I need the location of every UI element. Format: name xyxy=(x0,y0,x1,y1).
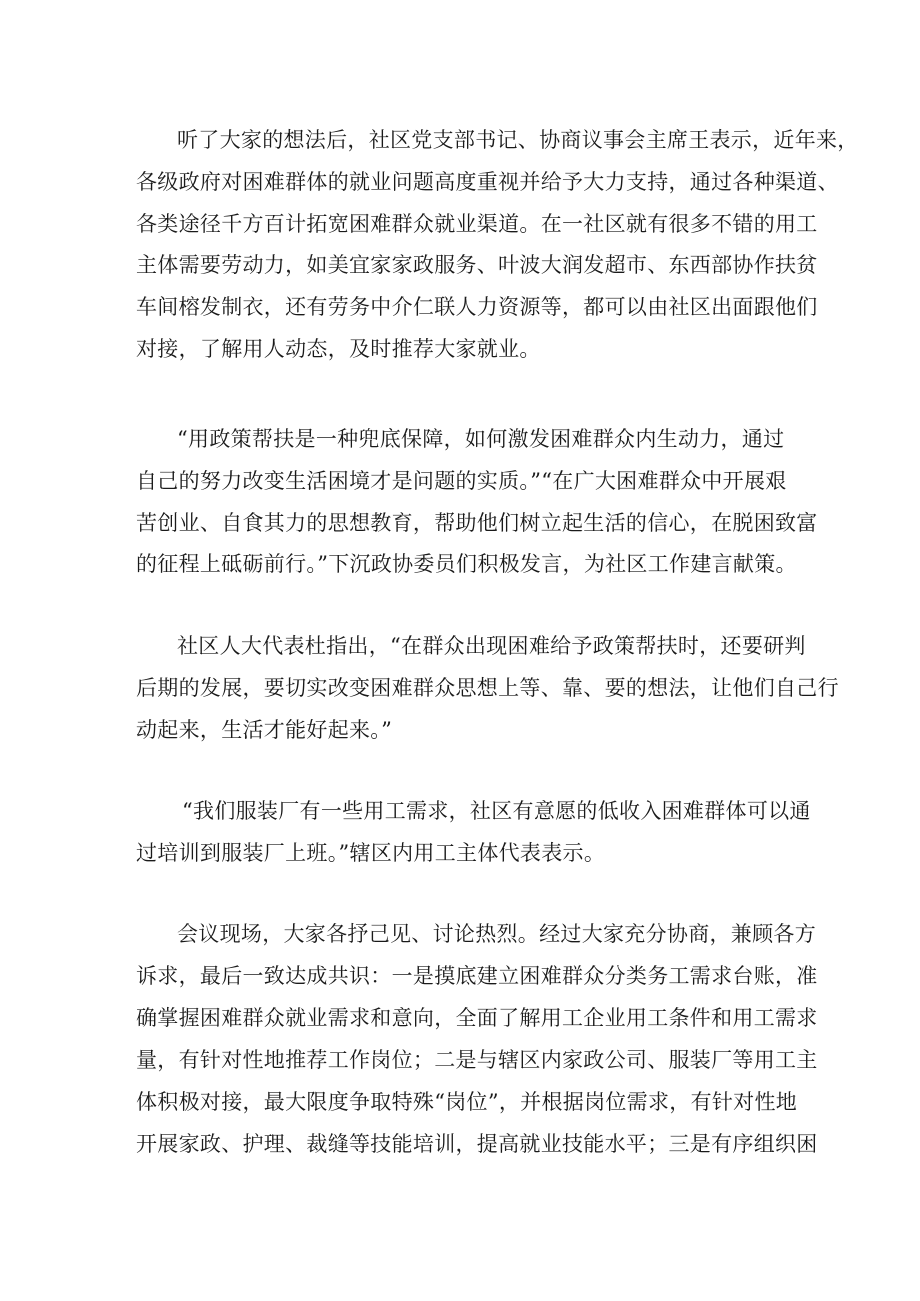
paragraph-line: 对接，了解用人动态，及时推荐大家就业。 xyxy=(136,337,541,361)
paragraph-line: 开展家政、护理、裁缝等技能培训，提高就业技能水平；三是有序组织困 xyxy=(136,1132,818,1156)
paragraph-line: “用政策帮扶是一种兜底保障，如何激发困难群众内生动力，通过 xyxy=(177,427,785,451)
paragraph-line: 苦创业、自食其力的思想教育，帮助他们树立起生活的信心，在脱困致富 xyxy=(136,511,818,535)
paragraph-line: 自己的努力改变生活困境才是问题的实质。”“在广大困难群众中开展艰 xyxy=(136,469,787,493)
paragraph-line: “我们服装厂有一些用工需求，社区有意愿的低收入困难群体可以通 xyxy=(182,799,811,823)
paragraph-line: 确掌握困难群众就业需求和意向，全面了解用工企业用工条件和用工需求 xyxy=(136,1006,818,1030)
paragraph-line: 的征程上砥砺前行。”下沉政协委员们积极发言，为社区工作建言献策。 xyxy=(136,552,797,576)
paragraph-line: 体积极对接，最大限度争取特殊“岗位”，并根据岗位需求，有针对性地 xyxy=(136,1090,798,1114)
paragraph-line: 量，有针对性地推荐工作岗位；二是与辖区内家政公司、服装厂等用工主 xyxy=(136,1048,818,1072)
paragraph-line: 各类途径千方百计拓宽困难群众就业渠道。在一社区就有很多不错的用工 xyxy=(136,212,818,236)
paragraph-line: 会议现场，大家各抒己见、讨论热烈。经过大家充分协商，兼顾各方 xyxy=(177,922,816,946)
paragraph-line: 社区人大代表杜指出，“在群众出现困难给予政策帮扶时，还要研判 xyxy=(177,634,806,658)
paragraph-line: 主体需要劳动力，如美宜家家政服务、叶波大润发超市、东西部协作扶贫 xyxy=(136,253,818,277)
paragraph-line: 诉求，最后一致达成共识：一是摸底建立困难群众分类务工需求台账，准 xyxy=(136,964,818,988)
paragraph-line: 车间榕发制衣，还有劳务中介仁联人力资源等，都可以由社区出面跟他们 xyxy=(136,295,818,319)
paragraph-line: 各级政府对困难群体的就业问题高度重视并给予大力支持，通过各种渠道、 xyxy=(136,170,839,194)
paragraph-line: 听了大家的想法后，社区党支部书记、协商议事会主席王表示，近年来， xyxy=(177,128,859,152)
paragraph-line: 后期的发展，要切实改变困难群众思想上等、靠、要的想法，让他们自己行 xyxy=(136,676,839,700)
paragraph-line: 过培训到服装厂上班。”辖区内用工主体代表表示。 xyxy=(136,841,606,865)
paragraph-line: 动起来，生活才能好起来。” xyxy=(136,718,393,742)
